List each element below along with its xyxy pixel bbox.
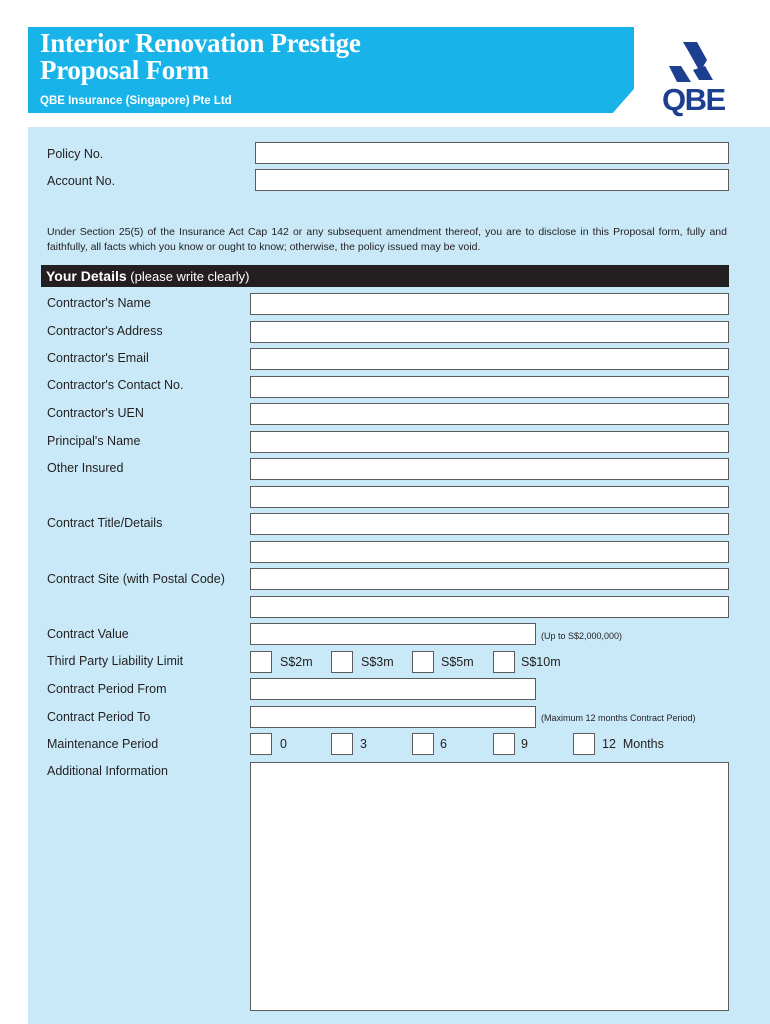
maintenance-9-label: 9: [521, 737, 528, 751]
contract-value-note: (Up to S$2,000,000): [541, 631, 623, 641]
contractor-email-label: Contractor's Email: [47, 351, 149, 365]
contract-site-input-2[interactable]: [250, 596, 729, 618]
maintenance-0-label: 0: [280, 737, 287, 751]
additional-info-textarea[interactable]: [250, 762, 729, 1011]
contract-value-input[interactable]: [250, 623, 536, 645]
other-insured-input[interactable]: [250, 458, 729, 480]
tpl-5m-checkbox[interactable]: [412, 651, 434, 673]
contractor-email-input[interactable]: [250, 348, 729, 370]
tpl-10m-label: S$10m: [521, 655, 561, 669]
maintenance-3-checkbox[interactable]: [331, 733, 353, 755]
contractor-contact-label: Contractor's Contact No.: [47, 378, 184, 392]
account-no-input[interactable]: [255, 169, 729, 191]
section-hint: (please write clearly): [130, 269, 250, 284]
period-to-note: (Maximum 12 months Contract Period): [541, 713, 696, 723]
title-line-2: Proposal Form: [40, 55, 209, 85]
maintenance-6-checkbox[interactable]: [412, 733, 434, 755]
other-insured-label: Other Insured: [47, 461, 124, 475]
maintenance-6-label: 6: [440, 737, 447, 751]
contractor-contact-input[interactable]: [250, 376, 729, 398]
form-title: [40, 30, 361, 84]
title-line-1: Interior Renovation Prestige: [40, 28, 361, 58]
tpl-limit-label: Third Party Liability Limit: [47, 654, 184, 668]
tpl-2m-checkbox[interactable]: [250, 651, 272, 673]
tpl-3m-label: S$3m: [361, 655, 394, 669]
maintenance-0-checkbox[interactable]: [250, 733, 272, 755]
maintenance-12-checkbox[interactable]: [573, 733, 595, 755]
account-no-label: Account No.: [47, 174, 116, 188]
tpl-10m-checkbox[interactable]: [493, 651, 515, 673]
period-to-input[interactable]: [250, 706, 536, 728]
company-subtitle: QBE Insurance (Singapore) Pte Ltd: [40, 95, 232, 107]
contractor-name-label: Contractor's Name: [47, 296, 151, 310]
maintenance-3-label: 3: [360, 737, 367, 751]
contract-value-label: Contract Value: [47, 627, 129, 641]
tpl-5m-label: S$5m: [441, 655, 474, 669]
contractor-address-input[interactable]: [250, 321, 729, 343]
section-title: Your Details: [46, 268, 127, 284]
period-to-label: Contract Period To: [47, 710, 151, 724]
contract-site-input[interactable]: [250, 568, 729, 590]
maintenance-label: Maintenance Period: [47, 737, 159, 751]
period-from-label: Contract Period From: [47, 682, 167, 696]
tpl-3m-checkbox[interactable]: [331, 651, 353, 673]
contract-title-input-2[interactable]: [250, 541, 729, 563]
period-from-input[interactable]: [250, 678, 536, 700]
contractor-name-input[interactable]: [250, 293, 729, 315]
disclaimer-text: Under Section 25(5) of the Insurance Act Cap 142 or any subsequent amendment thereof, you are to disclose in this Proposal form, fully and faithfully, all facts which you know or ought to know; otherwise, the policy issued may be void.: [47, 226, 727, 253]
contractor-uen-input[interactable]: [250, 403, 729, 425]
qbe-logo-text: QBE: [662, 82, 725, 117]
principal-name-input[interactable]: [250, 431, 729, 453]
section-header-your-details: [41, 265, 729, 287]
policy-no-label: Policy No.: [47, 147, 104, 161]
policy-no-input[interactable]: [255, 142, 729, 164]
principal-name-label: Principal's Name: [47, 434, 141, 448]
contract-site-label: Contract Site (with Postal Code): [47, 572, 225, 586]
maintenance-12-label: 12 Months: [602, 737, 664, 751]
contractor-uen-label: Contractor's UEN: [47, 406, 144, 420]
maintenance-9-checkbox[interactable]: [493, 733, 515, 755]
tpl-2m-label: S$2m: [280, 655, 313, 669]
contractor-address-label: Contractor's Address: [47, 324, 163, 338]
other-insured-input-2[interactable]: [250, 486, 729, 508]
contract-title-label: Contract Title/Details: [47, 516, 163, 530]
additional-info-label: Additional Information: [47, 764, 168, 778]
contract-title-input[interactable]: [250, 513, 729, 535]
